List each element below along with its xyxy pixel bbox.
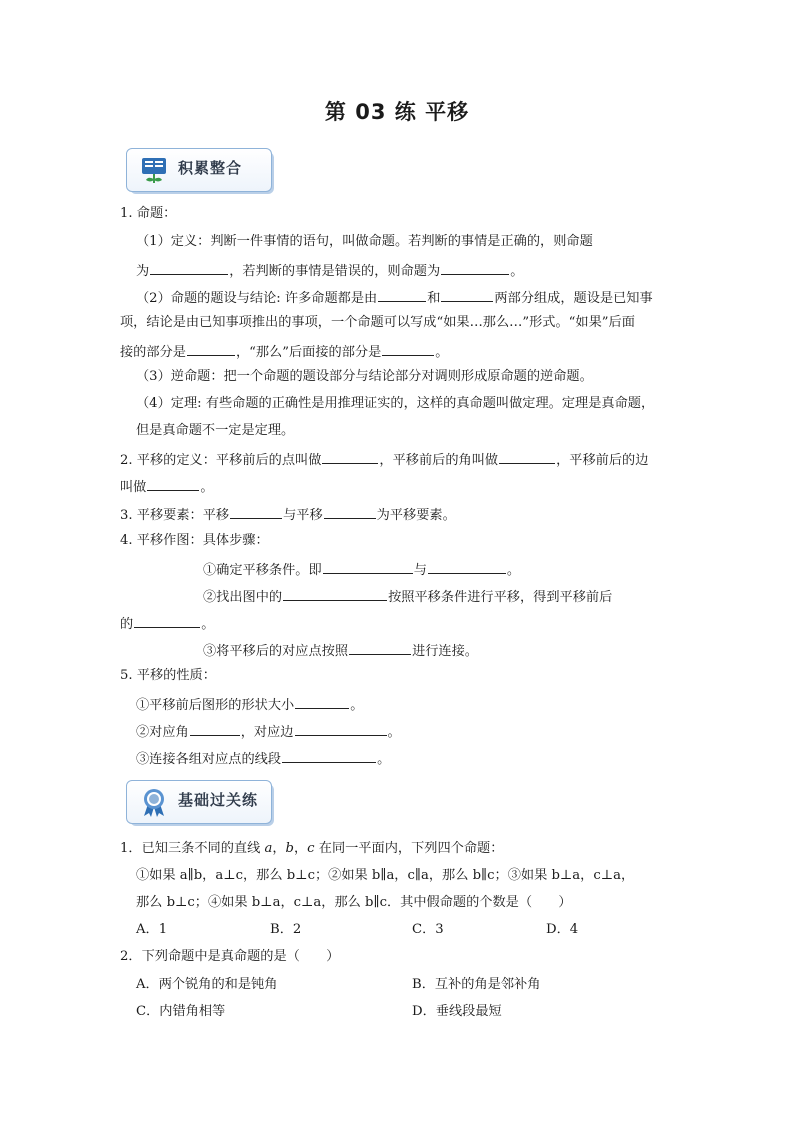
blank[interactable] (295, 694, 349, 709)
blank[interactable] (324, 504, 376, 519)
section-banner-accumulate (126, 148, 274, 194)
blank[interactable] (441, 260, 509, 275)
q1-option-a[interactable]: A．1 (136, 922, 168, 937)
page-title: 第 03 练 平移 (324, 100, 470, 124)
book-plant-icon (138, 154, 170, 186)
s4-step1: ①确定平移条件。即 与 。 (203, 559, 520, 580)
s4-heading: 4. 平移作图：具体步骤： (120, 533, 269, 548)
q1-stem: 1．已知三条不同的直线 a，b，c 在同一平面内，下列四个命题： (120, 841, 504, 856)
q2-option-d[interactable]: D．垂线段最短 (412, 1004, 502, 1019)
blank[interactable] (322, 449, 378, 464)
blank[interactable] (230, 504, 282, 519)
section-banner-basic (126, 780, 274, 826)
blank[interactable] (378, 287, 426, 302)
banner-label: 积累整合 (178, 159, 243, 177)
s1-structure-line1: （2）命题的题设与结论: 许多命题都是由 和 两部分组成，题设是已知事 (136, 287, 653, 308)
blank[interactable] (428, 559, 506, 574)
s4-step3: ③将平移后的对应点按照 进行连接。 (203, 640, 478, 661)
blank[interactable] (323, 559, 413, 574)
s4-step2-line2: 的 。 (120, 613, 214, 634)
blank[interactable] (441, 287, 493, 302)
s1-definition-line2: 为 ，若判断的事情是错误的，则命题为 。 (136, 260, 523, 281)
medal-icon (138, 786, 170, 818)
blank[interactable] (150, 260, 228, 275)
blank[interactable] (190, 721, 240, 736)
blank[interactable] (349, 640, 411, 655)
s1-converse: （3）逆命题：把一个命题的题设部分与结论部分对调则形成原命题的逆命题。 (136, 369, 593, 384)
s1-structure-line3: 接的部分是 ，“那么”后面接的部分是 。 (120, 341, 448, 362)
s1-theorem-line1: （4）定理: 有些命题的正确性是用推理证实的，这样的真命题叫做定理。定理是真命题， (136, 396, 655, 411)
s1-theorem-line2: 但是真命题不一定是定理。 (136, 423, 295, 438)
q1-option-b[interactable]: B．2 (270, 922, 302, 937)
banner-label: 基础过关练 (178, 791, 259, 809)
q2-stem: 2．下列命题中是真命题的是（ ） (120, 949, 340, 964)
q2-option-c[interactable]: C．内错角相等 (136, 1004, 226, 1019)
s4-step2-line1: ②找出图中的 按照平移条件进行平移，得到平移前后 (203, 586, 612, 607)
q1-propositions-line2: 那么 b⊥c；④如果 b⊥a，c⊥a，那么 b∥c．其中假命题的个数是（ ） (136, 895, 572, 910)
q2-option-a[interactable]: A．两个锐角的和是钝角 (136, 977, 278, 992)
s1-structure-line2: 项，结论是由已知事项推出的事项，一个命题可以写成“如果…那么…”形式。“如果”后面 (120, 315, 635, 330)
blank[interactable] (147, 476, 199, 491)
s5-item3: ③连接各组对应点的线段 。 (136, 748, 390, 769)
s2-line2: 叫做 。 (120, 476, 214, 497)
blank[interactable] (499, 449, 555, 464)
blank[interactable] (134, 613, 200, 628)
s3-line: 3. 平移要素：平移 与平移 为平移要素。 (120, 504, 456, 525)
s5-heading: 5. 平移的性质： (120, 668, 216, 683)
s1-heading: 1. 命题： (120, 206, 177, 221)
q1-option-d[interactable]: D．4 (546, 922, 579, 937)
blank[interactable] (282, 748, 376, 763)
q2-option-b[interactable]: B．互补的角是邻补角 (412, 977, 541, 992)
s5-item1: ①平移前后图形的形状大小 。 (136, 694, 363, 715)
s1-definition-line1: （1）定义：判断一件事情的语句，叫做命题。若判断的事情是正确的，则命题 (136, 234, 593, 249)
blank[interactable] (295, 721, 387, 736)
q1-option-c[interactable]: C．3 (412, 922, 444, 937)
blank[interactable] (382, 341, 434, 356)
q1-propositions-line1: ①如果 a∥b，a⊥c，那么 b⊥c；②如果 b∥a，c∥a，那么 b∥c；③如果 b⊥a，c⊥a， (136, 868, 635, 883)
blank[interactable] (283, 586, 387, 601)
blank[interactable] (187, 341, 235, 356)
s5-item2: ②对应角 ，对应边 。 (136, 721, 401, 742)
s2-line1: 2. 平移的定义：平移前后的点叫做 ，平移前后的角叫做 ，平移前后的边 (120, 449, 648, 470)
